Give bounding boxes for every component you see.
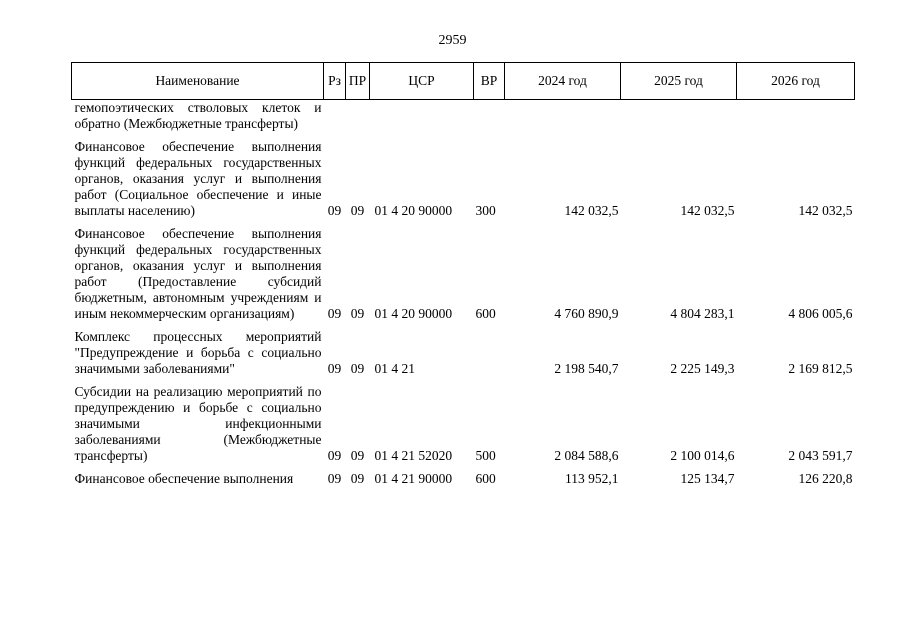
row-csr: 01 4 21 bbox=[374, 361, 415, 376]
row-2026: 2 169 812,5 bbox=[788, 361, 853, 376]
row-2024: 2 198 540,7 bbox=[554, 361, 619, 376]
header-name: Наименование bbox=[72, 63, 324, 100]
header-2024: 2024 год bbox=[505, 63, 621, 100]
row-2026 bbox=[737, 100, 855, 133]
row-2024: 2 084 588,6 bbox=[554, 448, 619, 463]
table-row bbox=[72, 100, 855, 133]
row-rz bbox=[324, 100, 346, 133]
row-name: Субсидии на реализацию мероприятий по предупреждению и борьбе с социально значимыми инфекционными заболеваниями (Межбюджетные трансферты) bbox=[74, 384, 322, 463]
row-name: Финансовое обеспечение выполнения bbox=[74, 471, 294, 486]
row-csr: 01 4 20 90000 bbox=[374, 203, 453, 218]
table-header bbox=[72, 63, 855, 100]
table-row bbox=[72, 132, 855, 219]
row-rz: 09 bbox=[327, 306, 342, 321]
row-2025: 125 134,7 bbox=[680, 471, 735, 486]
row-rz: 09 bbox=[327, 203, 342, 218]
row-rz: 09 bbox=[327, 361, 342, 376]
row-2026: 2 043 591,7 bbox=[788, 448, 853, 463]
row-2024 bbox=[505, 100, 621, 133]
row-rz: 09 bbox=[327, 448, 342, 463]
row-2025: 2 225 149,3 bbox=[670, 361, 735, 376]
row-csr: 01 4 21 90000 bbox=[374, 471, 453, 486]
table-row bbox=[72, 219, 855, 322]
table-body bbox=[72, 100, 855, 488]
row-vr bbox=[474, 100, 505, 133]
row-2024: 113 952,1 bbox=[565, 471, 619, 486]
row-pr: 09 bbox=[350, 448, 365, 463]
row-pr: 09 bbox=[350, 306, 365, 321]
page-number: 2959 bbox=[438, 33, 467, 48]
budget-table bbox=[71, 62, 855, 487]
header-2026: 2026 год bbox=[737, 63, 855, 100]
row-2026: 4 806 005,6 bbox=[788, 306, 853, 321]
row-csr bbox=[370, 100, 474, 133]
header-vr: ВР bbox=[474, 63, 505, 100]
row-2025 bbox=[621, 100, 737, 133]
row-vr: 300 bbox=[475, 203, 496, 218]
row-csr: 01 4 20 90000 bbox=[374, 306, 453, 321]
row-2026: 126 220,8 bbox=[798, 471, 853, 486]
row-2025: 4 804 283,1 bbox=[670, 306, 735, 321]
row-name: Финансовое обеспечение выполнения функций федеральных государственных органов, оказания услуг и выполнения работ (Социальное обеспечение и иные выплаты населению) bbox=[74, 139, 322, 218]
table-row bbox=[72, 322, 855, 377]
row-2026: 142 032,5 bbox=[798, 203, 853, 218]
row-pr bbox=[346, 100, 370, 133]
row-pr: 09 bbox=[350, 361, 365, 376]
row-name: Комплекс процессных мероприятий "Предупреждение и борьба с социально значимыми заболеваниями" bbox=[74, 329, 322, 376]
row-2025: 142 032,5 bbox=[680, 203, 735, 218]
header-rz: Рз bbox=[324, 63, 346, 100]
row-vr: 600 bbox=[475, 471, 496, 486]
row-name: гемопоэтических стволовых клеток и обратно (Межбюджетные трансферты) bbox=[74, 100, 322, 131]
row-rz: 09 bbox=[327, 471, 342, 486]
table-row bbox=[72, 464, 855, 487]
row-name: Финансовое обеспечение выполнения функций федеральных государственных органов, оказания услуг и выполнения работ (Предоставление субсидий бюджетным, автономным учреждениям и иным некоммерческим организациям) bbox=[74, 226, 322, 321]
row-vr: 600 bbox=[475, 306, 496, 321]
row-2024: 142 032,5 bbox=[564, 203, 619, 218]
row-vr bbox=[474, 322, 505, 377]
header-pr: ПР bbox=[346, 63, 370, 100]
header-2025: 2025 год bbox=[621, 63, 737, 100]
row-pr: 09 bbox=[350, 203, 365, 218]
row-csr: 01 4 21 52020 bbox=[374, 448, 453, 463]
row-2024: 4 760 890,9 bbox=[554, 306, 619, 321]
row-pr: 09 bbox=[350, 471, 365, 486]
row-2025: 2 100 014,6 bbox=[670, 448, 735, 463]
header-csr: ЦСР bbox=[370, 63, 474, 100]
row-vr: 500 bbox=[475, 448, 496, 463]
table-row bbox=[72, 377, 855, 464]
